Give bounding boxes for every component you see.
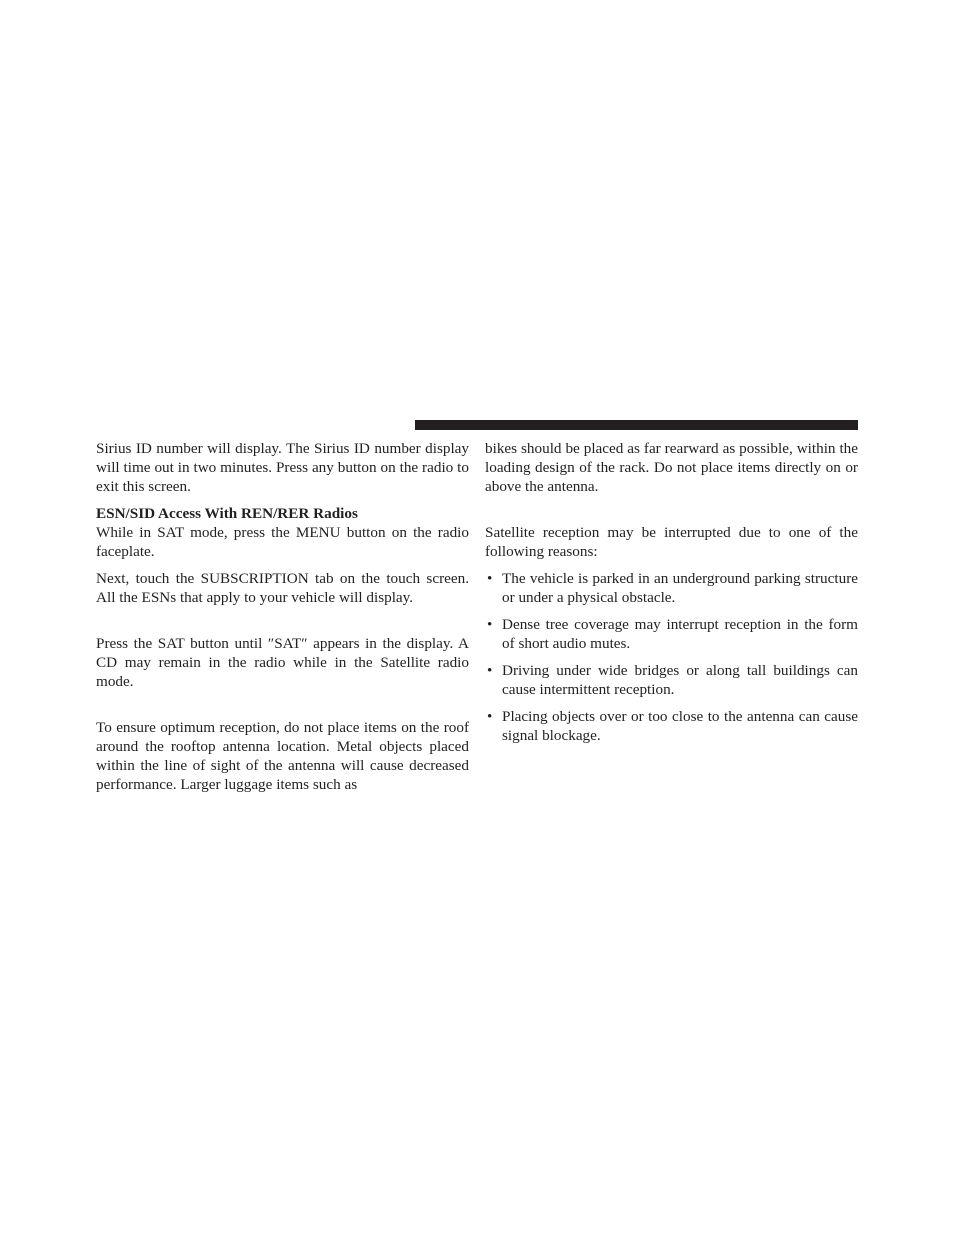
heading-esn-sid-access: ESN/SID Access With REN/RER Radios <box>96 505 358 522</box>
bullet-icon: • <box>487 570 493 587</box>
bullet-icon: • <box>487 708 493 725</box>
right-column <box>485 439 858 753</box>
section-header-bar <box>415 420 858 430</box>
list-item: • Placing objects over or too close to the antenna can cause signal blockage. <box>487 708 858 744</box>
paragraph-optimum-reception: To ensure optimum reception, do not place items on the roof around the rooftop antenna location. Metal objects placed within the line of sight of the antenna will cause decreased performance. Larger luggage items such as <box>96 719 469 793</box>
bullet-icon: • <box>487 616 493 633</box>
list-item: • Dense tree coverage may interrupt reception in the form of short audio mutes. <box>487 616 858 652</box>
reception-reasons-list <box>485 569 858 745</box>
paragraph-sat-button: Press the SAT button until ″SAT″ appears in the display. A CD may remain in the radio while in the Satellite radio mode. <box>96 635 469 690</box>
paragraph-reception-interrupted: Satellite reception may be interrupted due to one of the following reasons: <box>485 524 858 560</box>
bullet-icon: • <box>487 662 493 679</box>
paragraph-sirius-id: Sirius ID number will display. The Sirius ID number display will time out in two minutes. Press any button on the radio to exit this screen. <box>96 440 469 495</box>
paragraph-subscription-tab: Next, touch the SUBSCRIPTION tab on the touch screen. All the ESNs that apply to your vehicle will display. <box>96 570 469 606</box>
paragraph-bikes-placement: bikes should be placed as far rearward as possible, within the loading design of the rack. Do not place items directly on or above the antenna. <box>485 440 858 495</box>
left-column <box>96 439 469 794</box>
paragraph-menu-button: While in SAT mode, press the MENU button on the radio faceplate. <box>96 524 469 560</box>
list-item: • Driving under wide bridges or along tall buildings can cause intermittent reception. <box>487 662 858 698</box>
list-item: • The vehicle is parked in an underground parking structure or under a physical obstacle. <box>487 570 858 606</box>
